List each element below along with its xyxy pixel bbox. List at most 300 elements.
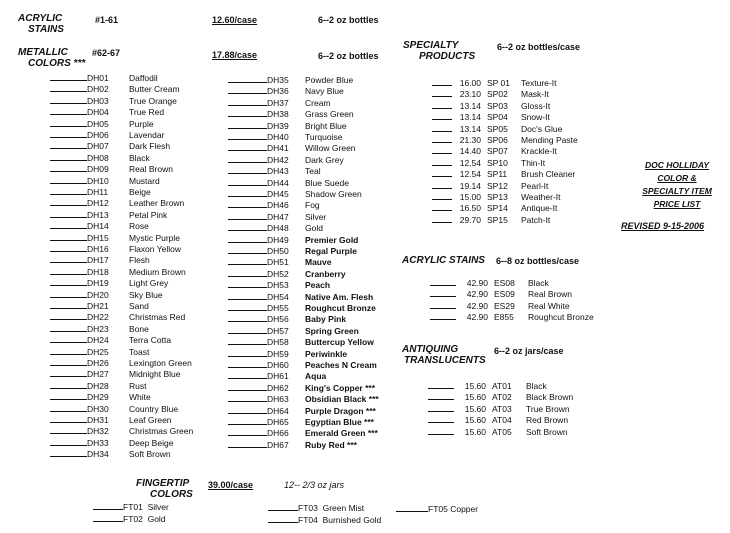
order-qty-blank[interactable] [50,311,87,320]
price-list-title-line3: SPECIALTY ITEM [642,186,712,196]
order-qty-blank[interactable] [50,448,87,457]
color-row [50,197,184,208]
item-code: DH54 [267,291,289,302]
order-qty-blank[interactable] [50,152,87,161]
item-name: Country Blue [129,403,179,414]
item-code: DH30 [87,403,109,414]
item-name: Peaches N Cream [305,360,377,370]
item-code: DH22 [87,312,109,323]
order-qty-blank[interactable] [50,232,87,241]
color-row [50,437,173,448]
item-name: Gold [147,514,166,524]
order-qty-blank[interactable] [228,268,267,277]
item-name: Flaxon Yellow [129,244,181,254]
item-name: Deep Beige [129,437,174,448]
item-code: SP02 [487,89,508,100]
order-qty-blank[interactable] [430,277,456,286]
order-qty-blank[interactable] [268,502,298,511]
item-code: DH33 [87,437,109,448]
item-name: Butter Cream [129,84,180,95]
item-code: ES09 [494,289,515,300]
item-name: Antique-It [521,203,558,214]
item-code: AT02 [492,392,512,403]
item-code: SP05 [487,123,508,134]
item-name: Christmas Green [129,426,194,437]
color-row [50,277,168,288]
item-code: DH20 [87,289,109,300]
order-qty-blank[interactable] [228,131,267,140]
color-row [50,152,150,163]
color-row [228,188,362,199]
item-code: DH50 [267,246,289,256]
acrylic-8oz-size: 6--8 oz bottles/case [496,256,580,266]
color-row [50,209,167,220]
price-list-title-line1: DOC HOLLIDAY [644,160,710,170]
color-row [228,370,326,381]
item-code: DH51 [267,257,289,268]
item-code: DH10 [87,175,109,186]
metallic-price: 17.88/case [212,50,258,60]
order-qty-blank[interactable] [228,108,267,117]
acrylic-8oz-row [430,311,594,322]
item-code: DH47 [267,211,289,222]
item-name: Bone [129,323,149,334]
item-price: 21.30 [459,135,481,145]
order-qty-blank[interactable] [50,277,87,286]
item-name: Sand [129,301,149,311]
item-price: 13.14 [459,123,481,134]
item-name: Daffodil [129,73,158,83]
order-qty-blank[interactable] [432,191,452,200]
item-code: DH60 [267,360,289,370]
order-qty-blank[interactable] [228,348,267,357]
order-qty-blank[interactable] [268,514,298,523]
order-qty-blank[interactable] [228,256,267,265]
item-code: DH12 [87,198,109,209]
order-qty-blank[interactable] [50,323,87,332]
color-row [228,427,378,438]
order-qty-blank[interactable] [432,202,452,211]
order-qty-blank[interactable] [228,234,267,243]
order-qty-blank[interactable] [228,279,267,288]
item-code: ES29 [494,300,515,311]
item-name: Willow Green [305,143,356,154]
order-qty-blank[interactable] [50,425,87,434]
color-row [50,346,149,357]
specialty-row [432,145,557,156]
item-code: SP14 [487,203,508,214]
acrylic-stains-title-line1: ACRYLIC [18,13,63,24]
item-name: Turquoise [305,132,343,142]
item-code: AT05 [492,426,512,437]
color-row [50,425,193,436]
item-name: Pearl-It [521,180,549,191]
item-code: DH28 [87,380,109,391]
order-qty-blank[interactable] [396,503,428,512]
item-code: DH57 [267,325,289,336]
fingertip-title-line1: FINGERTIP [136,478,190,489]
item-code: DH29 [87,392,109,403]
order-qty-blank[interactable] [228,142,267,151]
order-qty-blank[interactable] [432,111,452,120]
item-name: Roughcut Bronze [528,312,594,323]
color-row [228,131,342,142]
item-name: Snow-It [521,112,550,123]
item-name: Black [526,381,547,391]
item-code: SP13 [487,192,508,202]
item-code: DH49 [267,234,289,245]
item-code: SP03 [487,100,508,111]
color-row [228,165,321,176]
item-code: DH37 [267,97,289,108]
color-row [228,393,379,404]
order-qty-blank[interactable] [50,368,87,377]
order-qty-blank[interactable] [428,391,454,400]
antiquing-row [428,391,573,402]
antiquing-row [428,380,547,391]
order-qty-blank[interactable] [93,513,123,522]
fingertip-title-line2: COLORS [150,489,193,500]
order-qty-blank[interactable] [228,302,267,311]
fingertip-item [93,513,166,524]
specialty-row [432,202,557,213]
item-name: Lavendar [129,130,165,140]
antiquing-row [428,414,568,425]
order-qty-blank[interactable] [228,370,267,379]
item-code: DH09 [87,164,109,175]
order-qty-blank[interactable] [430,300,456,309]
item-name: Midnight Blue [129,369,181,380]
specialty-row [432,111,550,122]
item-code: DH03 [87,95,109,106]
order-qty-blank[interactable] [228,291,267,300]
item-name: Baby Pink [305,314,347,325]
acrylic-stains-size: 6--2 oz bottles [318,15,379,25]
item-name: Mask-It [521,89,549,100]
item-name: Cranberry [305,268,346,279]
item-code: DH25 [87,346,109,357]
order-qty-blank[interactable] [228,336,267,345]
metallic-title-line2: COLORS *** [28,58,86,69]
item-name: Brush Cleaner [521,169,576,180]
order-qty-blank[interactable] [228,427,267,436]
item-name: Fog [305,200,320,211]
color-row [50,106,164,117]
item-name: Flesh [129,255,150,266]
color-row [50,186,151,197]
color-row [228,348,347,359]
order-qty-blank[interactable] [432,180,452,189]
item-name: Egyptian Blue *** [305,417,374,427]
item-name: Purple Dragon *** [305,405,376,416]
fingertip-price: 39.00/case [208,480,254,490]
order-qty-blank[interactable] [50,289,87,298]
color-row [50,266,186,277]
order-qty-blank[interactable] [228,222,267,231]
color-row [228,120,347,131]
item-code: DH17 [87,255,109,266]
item-name: Doc's Glue [521,123,563,134]
color-row [50,83,180,94]
color-row [50,323,149,334]
specialty-title [403,40,475,62]
fingertip-item [268,514,381,525]
item-name: Black [129,152,150,163]
order-qty-blank[interactable] [432,77,452,86]
order-qty-blank[interactable] [228,313,267,322]
order-qty-blank[interactable] [50,175,87,184]
item-code: DH02 [87,84,109,95]
antiquing-size: 6--2 oz jars/case [494,346,564,356]
item-code: DH63 [267,394,289,405]
color-row [50,254,150,265]
order-qty-blank[interactable] [428,414,454,423]
order-qty-blank[interactable] [228,120,267,129]
specialty-row [432,77,556,88]
order-qty-blank[interactable] [50,197,87,206]
item-name: Krackle-It [521,146,557,157]
acrylic-stains-price: 12.60/case [212,15,258,25]
order-qty-blank[interactable] [228,405,267,414]
fingertip-item [93,501,169,512]
item-name: Navy Blue [305,86,344,97]
order-qty-blank[interactable] [50,391,87,400]
item-code: DH27 [87,369,109,380]
item-code: SP10 [487,157,508,168]
order-qty-blank[interactable] [228,177,267,186]
color-row [228,85,344,96]
color-row [228,405,376,416]
order-qty-blank[interactable] [228,188,267,197]
color-row [228,291,373,302]
color-row [50,414,172,425]
order-qty-blank[interactable] [50,380,87,389]
item-code: DH43 [267,166,289,177]
item-code: DH62 [267,382,289,393]
item-name: Roughcut Bronze [305,303,376,313]
fingertip-size: 12-- 2/3 oz jars [284,480,345,490]
color-row [50,140,170,151]
order-qty-blank[interactable] [228,97,267,106]
metallic-range: #62-67 [92,48,121,58]
item-name: Soft Brown [129,449,171,460]
item-name: King's Copper *** [305,382,376,393]
order-qty-blank[interactable] [228,211,267,220]
order-qty-blank[interactable] [228,165,267,174]
item-price: 15.60 [464,415,486,426]
item-name: Premier Gold [305,234,359,245]
order-qty-blank[interactable] [428,403,454,412]
item-name: Mustard [129,175,160,186]
item-code: DH08 [87,152,109,163]
order-qty-blank[interactable] [432,214,452,223]
order-qty-blank[interactable] [50,129,87,138]
order-qty-blank[interactable] [50,414,87,423]
item-name: Soft Brown [526,426,568,437]
item-name: Leaf Green [129,415,172,425]
item-code: DH64 [267,405,289,416]
item-name: Weather-It [521,192,561,202]
order-qty-blank[interactable] [228,325,267,334]
order-qty-blank[interactable] [93,501,123,510]
order-qty-blank[interactable] [50,243,87,252]
item-name: Blue Suede [305,177,349,188]
order-qty-blank[interactable] [228,245,267,254]
order-qty-blank[interactable] [228,439,267,448]
color-row [228,211,326,222]
specialty-row [432,191,561,202]
order-qty-blank[interactable] [428,426,454,435]
order-qty-blank[interactable] [228,393,267,402]
item-price: 42.90 [466,278,488,288]
metallic-title-line1: METALLIC [18,47,68,58]
order-qty-blank[interactable] [432,88,452,97]
color-row [228,279,330,290]
item-name: Bright Blue [305,120,347,131]
order-qty-blank[interactable] [228,154,267,163]
order-qty-blank[interactable] [228,359,267,368]
specialty-title-line2: PRODUCTS [419,51,476,62]
order-qty-blank[interactable] [430,288,456,297]
order-qty-blank[interactable] [50,83,87,92]
item-code: DH61 [267,371,289,382]
order-qty-blank[interactable] [50,106,87,115]
order-qty-blank[interactable] [228,85,267,94]
item-name: Toast [129,346,150,357]
item-price: 15.60 [464,403,486,414]
fingertip-item [268,502,364,513]
color-row [228,325,359,336]
item-price: 19.14 [459,180,481,191]
order-qty-blank[interactable] [432,123,452,132]
order-qty-blank[interactable] [432,100,452,109]
order-qty-blank[interactable] [50,266,87,275]
item-name: Teal [305,166,321,177]
specialty-row [432,157,545,168]
color-row [50,311,185,322]
order-qty-blank[interactable] [50,220,87,229]
item-code: DH18 [87,266,109,277]
order-qty-blank[interactable] [50,334,87,343]
acrylic-8oz-title: ACRYLIC STAINS [402,255,485,266]
item-code: DH36 [267,86,289,97]
color-row [50,129,164,140]
order-qty-blank[interactable] [50,118,87,127]
item-code: SP06 [487,135,508,145]
order-qty-blank[interactable] [432,145,452,154]
item-name: Gold [305,223,323,234]
item-code: AT04 [492,415,512,426]
color-row [228,245,357,256]
color-row [50,220,149,231]
item-code: SP11 [487,169,508,180]
order-qty-blank[interactable] [50,357,87,366]
color-row [228,302,376,313]
item-code: DH48 [267,223,289,234]
specialty-row [432,168,575,179]
item-name: Black [528,278,549,288]
order-qty-blank[interactable] [50,140,87,149]
item-code: DH39 [267,120,289,131]
item-name: White [129,392,151,403]
specialty-size: 6--2 oz bottles/case [497,42,581,52]
price-list-title-line2: COLOR & [657,173,697,183]
specialty-row [432,214,550,225]
item-code: SP04 [487,112,508,123]
order-qty-blank[interactable] [50,403,87,412]
item-name: Leather Brown [129,198,185,209]
item-code: ES08 [494,278,515,288]
order-qty-blank[interactable] [50,72,87,81]
item-code: DH06 [87,130,109,140]
item-code: DH21 [87,301,109,311]
order-qty-blank[interactable] [50,346,87,355]
color-row [228,359,377,370]
order-qty-blank[interactable] [50,186,87,195]
item-price: 13.14 [459,112,481,123]
color-row [228,268,346,279]
item-name: Spring Green [305,325,359,336]
item-code: FT01 [123,502,143,512]
order-qty-blank[interactable] [50,437,87,446]
item-name: Cream [305,97,331,108]
order-qty-blank[interactable] [50,209,87,218]
item-name: Christmas Red [129,312,186,323]
item-code: DH52 [267,268,289,279]
metallic-title [18,47,85,69]
item-name: Rust [129,380,147,391]
order-qty-blank[interactable] [432,157,452,166]
price-list-title-line4: PRICE LIST [653,199,701,209]
item-code: AT01 [492,381,512,391]
order-qty-blank[interactable] [228,382,267,391]
item-name: Native Am. Flesh [305,291,374,302]
order-qty-blank[interactable] [228,416,267,425]
item-code: DH35 [267,75,289,85]
color-row [50,72,158,83]
item-name: Red Brown [526,415,569,426]
item-name: Shadow Green [305,189,362,199]
order-qty-blank[interactable] [428,380,454,389]
item-code: FT03 [298,503,318,513]
order-qty-blank[interactable] [50,254,87,263]
antiquing-row [428,426,568,437]
order-qty-blank[interactable] [228,199,267,208]
item-name: Aqua [305,371,327,382]
item-name: Ruby Red *** [305,439,357,450]
order-qty-blank[interactable] [50,300,87,309]
order-qty-blank[interactable] [430,311,456,320]
item-code: DH01 [87,73,109,83]
item-code: DH56 [267,314,289,325]
item-code: DH46 [267,200,289,211]
color-row [228,142,356,153]
color-row [50,391,151,402]
color-row [50,289,163,300]
order-qty-blank[interactable] [50,163,87,172]
item-name: Gloss-It [521,100,551,111]
item-name: Silver [305,211,327,222]
color-row [228,256,331,267]
item-code: DH04 [87,107,109,118]
item-name: Dark Flesh [129,141,171,152]
item-code: FT05 [428,504,448,514]
fingertip-item [396,503,478,514]
order-qty-blank[interactable] [432,134,452,143]
order-qty-blank[interactable] [432,168,452,177]
order-qty-blank[interactable] [228,74,267,83]
order-qty-blank[interactable] [50,95,87,104]
